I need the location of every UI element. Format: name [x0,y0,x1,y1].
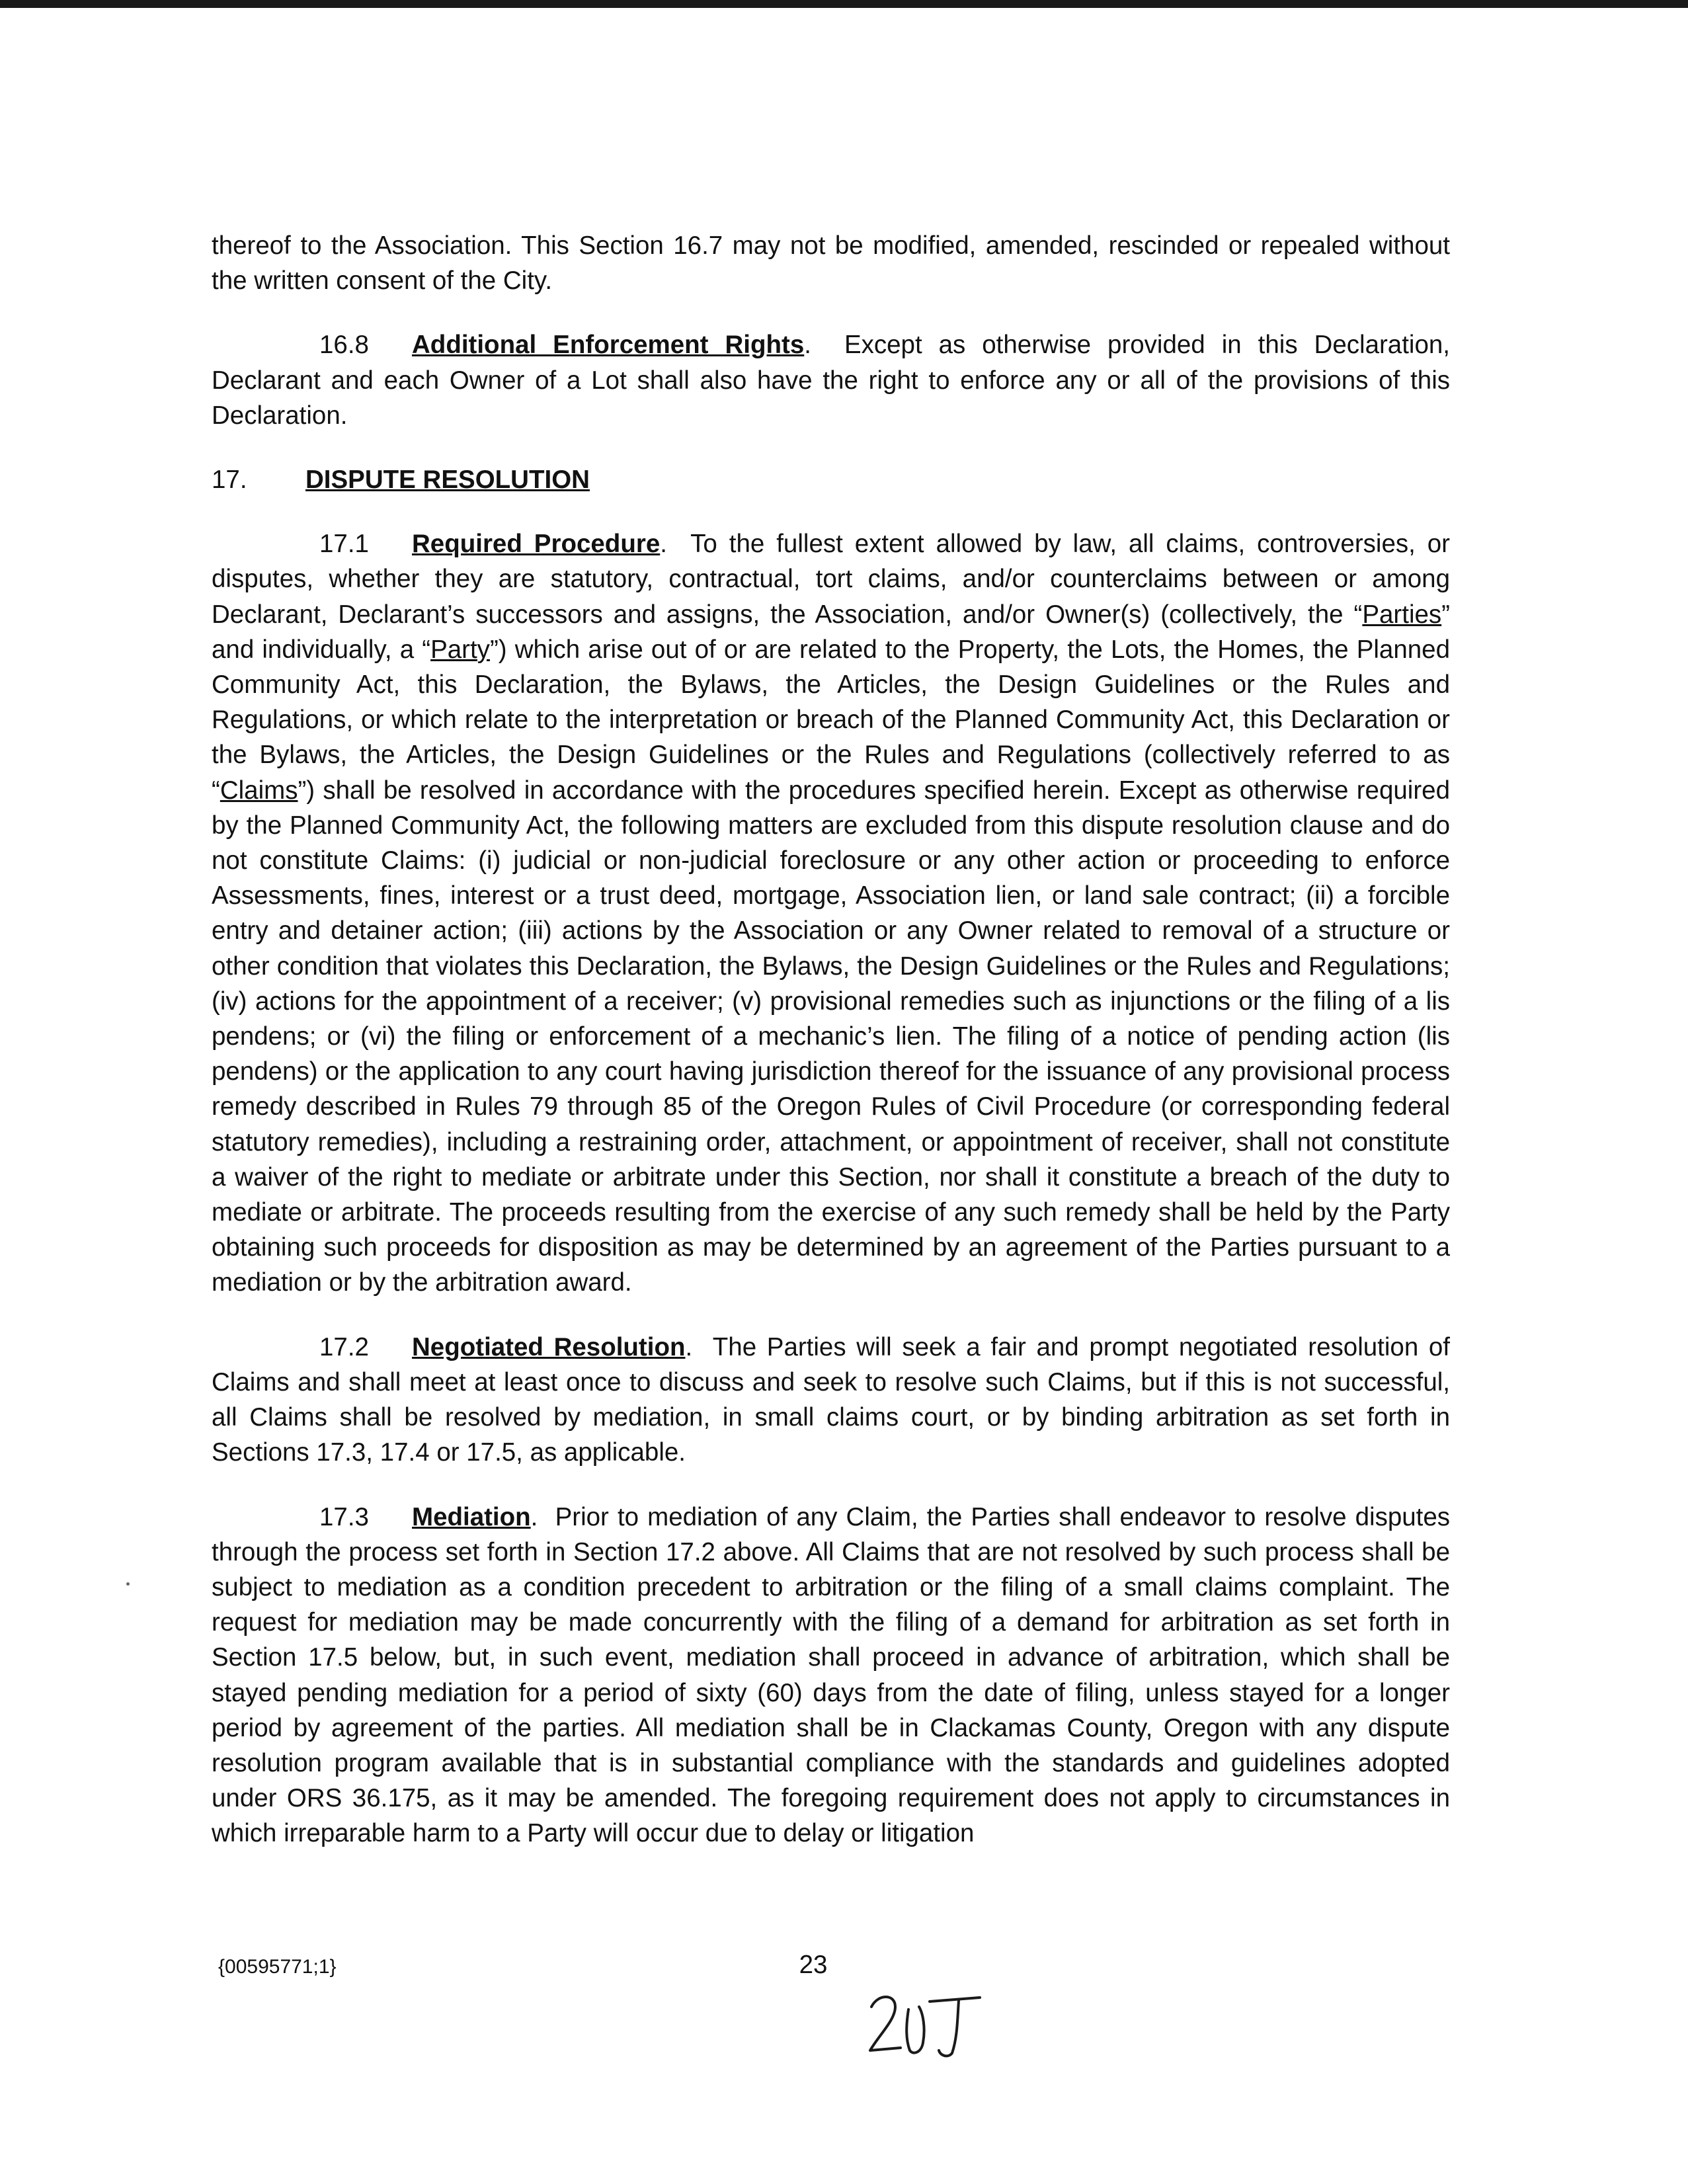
section-text-d: ”) shall be resolved in accordance with the procedures specified herein. Except as otherwise required by the Planned Community Act, the following matters are excluded from this dispute resolution clause and do not constitute Claims: (i) judicial or non-judicial foreclosure or any other action or proceeding to enforce Assessments, fines, interest or a trust deed, mortgage, Association lien, or land sale contract; (ii) a forcible entry and detainer action; (iii) actions by the Association or any Owner related to removal of a structure or other condition that violates this Declaration, the Bylaws, the Design Guidelines or the Rules and Regulations; (iv) actions for the appointment of a receiver; (v) provisional remedies such as injunctions or the filing of a lis pendens; or (vi) the filing or enforcement of a mechanic’s lien. The filing of a notice of pending action (lis pendens) or the application to any court having jurisdiction thereof for the issuance of any provisional process remedy described in Rules 79 through 85 of the Oregon Rules of Civil Procedure (or corresponding federal statutory remedies), including a restraining order, attachment, or appointment of receiver, shall not constitute a waiver of the right to mediate or arbitrate under this Section, nor shall it constitute a breach of the duty to mediate or arbitrate. The proceeds resulting from the exercise of any such remedy shall be held by the Party obtaining such proceeds for disposition as may be determined by an agreement of the Parties pursuant to a mediation or by the arbitration award. [212,776,1450,1297]
section-title: Mediation [412,1502,531,1531]
section-title: Additional Enforcement Rights [412,331,805,360]
section-text-b: ” and individually, a “ [212,600,1450,664]
section-title: Negotiated Resolution [412,1332,686,1361]
section-17-3: 17.3 Mediation. Prior to mediation of any Claim, the Parties shall endeavor to resolve disputes through the process set forth in Section 17.2 above. All Claims that are not resolved by such process shall be subject to mediation as a condition precedent to arbitration or the filing of a small claims complaint. The request for mediation may be made concurrently with the filing of a demand for arbitration as set forth in Section 17.5 below, but, in such event, mediation shall proceed in advance of arbitration, which shall be stayed pending mediation for a period of sixty (60) days from the date of filing, unless stayed for a longer period by agreement of the parties. All mediation shall be in Clackamas County, Oregon with any dispute resolution program available that is in substantial compliance with the standards and guidelines adopted under ORS 36.175, as it may be amended. The foregoing requirement does not apply to circumstances in which irreparable harm to a Party will occur due to delay or litigation [212,1500,1450,1851]
section-text-c: ”) which arise out of or are related to the Property, the Lots, the Homes, the Planned Community Act, this Declaration, the Bylaws, the Articles, the Design Guidelines or the Rules and Regulations, or which relate to the interpretation or breach of the Planned Community Act, this Declaration or the Bylaws, the Articles, the Design Guidelines or the Rules and Regulations (collectively referred to as “ [212,635,1450,805]
section-17-2: 17.2 Negotiated Resolution. The Parties will seek a fair and prompt negotiated resolution of Claims and shall meet at least once to discuss and seek to resolve such Claims, but if this is not successful, all Claims shall be resolved by mediation, in small claims court, or by binding arbitration as set forth in Sections 17.3, 17.4 or 17.5, as applicable. [212,1330,1450,1471]
section-17-1: 17.1 Required Procedure. To the fullest extent allowed by law, all claims, controversies, or disputes, whether they are statutory, contractual, tort claims, and/or counterclaims between or among Declarant, Declarant’s successors and assigns, the Association, and/or Owner(s) (collectively, the “Parties” and individually, a “Party”) which arise out of or are related to the Property, the Lots, the Homes, the Planned Community Act, this Declaration, the Bylaws, the Articles, the Design Guidelines or the Rules and Regulations, or which relate to the interpretation or breach of the Planned Community Act, this Declaration or the Bylaws, the Articles, the Design Guidelines or the Rules and Regulations (collectively referred to as “Claims”) shall be resolved in accordance with the procedures specified herein. Except as otherwise required by the Planned Community Act, the following matters are excluded from this dispute resolution clause and do not constitute Claims: (i) judicial or non-judicial foreclosure or any other action or proceeding to enforce Assessments, fines, interest or a trust deed, mortgage, Association lien, or land sale contract; (ii) a forcible entry and detainer action; (iii) actions by the Association or any Owner related to removal of a structure or other condition that violates this Declaration, the Bylaws, the Design Guidelines or the Rules and Regulations; (iv) actions for the appointment of a receiver; (v) provisional remedies such as injunctions or the filing of a lis pendens; or (vi) the filing or enforcement of a mechanic’s lien. The filing of a notice of pending action (lis pendens) or the application to any court having jurisdiction thereof for the issuance of any provisional process remedy described in Rules 79 through 85 of the Oregon Rules of Civil Procedure (or corresponding federal statutory remedies), including a restraining order, attachment, or appointment of receiver, shall not constitute a waiver of the right to mediate or arbitrate under this Section, nor shall it constitute a breach of the duty to mediate or arbitrate. The proceeds resulting from the exercise of any such remedy shall be held by the Party obtaining such proceeds for disposition as may be determined by an agreement of the Parties pursuant to a mediation or by the arbitration award. [212,526,1450,1300]
section-number: 17.3 [319,1502,369,1531]
section-body: The Parties will seek a fair and prompt negotiated resolution of Claims and shall meet at least once to discuss and seek to resolve such Claims, but if this is not successful, all Claims shall be resolved by mediation, in small claims court, or by binding arbitration as set forth in Sections 17.3, 17.4 or 17.5, as applicable. [212,1332,1450,1467]
defined-term-parties: Parties [1362,600,1442,629]
section-body: Prior to mediation of any Claim, the Parties shall endeavor to resolve disputes through the process set forth in Section 17.2 above. All Claims that are not resolved by such process shall be subject to mediation as a condition precedent to arbitration or the filing of a small claims complaint. The request for mediation may be made concurrently with the filing of a demand for arbitration as set forth in Section 17.5 below, but, in such event, mediation shall proceed in advance of arbitration, which shall be stayed pending mediation for a period of sixty (60) days from the date of filing, unless stayed for a longer period by agreement of the parties. All mediation shall be in Clackamas County, Oregon with any dispute resolution program available that is in substantial compliance with the standards and guidelines adopted under ORS 36.175, as it may be amended. The foregoing requirement does not apply to circumstances in which irreparable harm to a Party will occur due to delay or litigation [212,1502,1450,1848]
scan-speck [126,1582,130,1586]
defined-term-party: Party [430,635,490,664]
page-number: 23 [799,1951,828,1979]
scan-top-border [0,0,1688,8]
section-text-a: To the fullest extent allowed by law, all claims, controversies, or disputes, whether they are statutory, contractual, tort claims, and/or counterclaims between or among Declarant, Declarant’s successors and assigns, the Association, and/or Owner(s) (collectively, the “ [212,530,1450,629]
document-id: {00595771;1} [218,1956,337,1978]
handwritten-page-note [866,1987,985,2060]
article-number: 17. [212,465,247,495]
section-16-8: 16.8 Additional Enforcement Rights. Except as otherwise provided in this Declaration, Declarant and each Owner of a Lot shall also have the right to enforce any or all of the provisions of this Declaration. [212,327,1450,433]
article-17-heading [212,462,1450,497]
document-body [212,228,1450,1851]
section-number: 16.8 [319,331,369,360]
article-title: DISPUTE RESOLUTION [305,465,590,495]
section-body: Except as otherwise provided in this Declaration, Declarant and each Owner of a Lot shall also have the right to enforce any or all of the provisions of this Declaration. [212,331,1450,430]
defined-term-claims: Claims [220,776,298,805]
intro-paragraph: thereof to the Association. This Section 16.7 may not be modified, amended, rescinded or repealed without the written consent of the City. [212,231,1450,296]
section-number: 17.1 [319,530,369,559]
section-number: 17.2 [319,1332,369,1361]
section-title: Required Procedure [412,530,661,559]
